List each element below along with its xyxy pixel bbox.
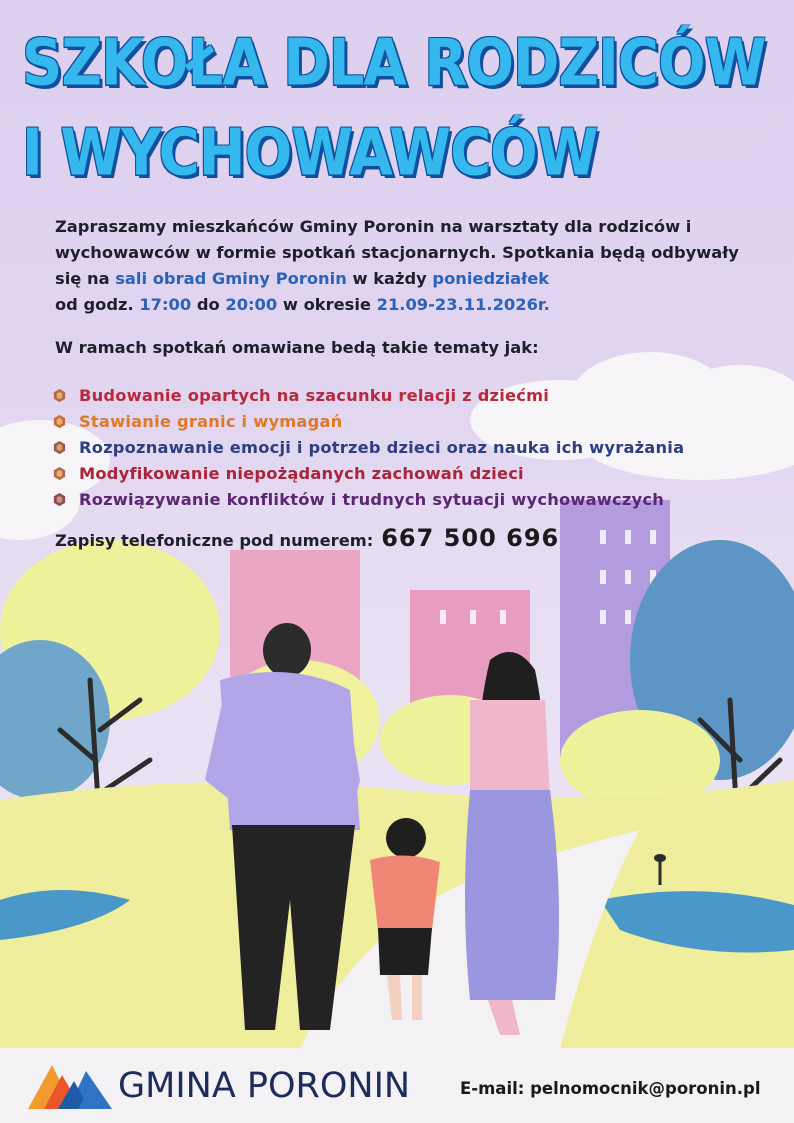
- topic-item: [52, 382, 684, 408]
- topic-label: Stawianie granic i wymagań: [79, 411, 343, 431]
- gmina-poronin-logo-icon: [28, 1057, 112, 1109]
- intro-text-4: do: [191, 295, 226, 314]
- topic-label: Rozwiązywanie konfliktów i trudnych sytuacji wychowawczych: [79, 489, 665, 509]
- intro-text-1: Zapraszamy mieszkańców Gminy Poronin na warsztaty dla rodziców i wychowawców w formie spotkań stacjonarnych. Spotkania będą odbywały się na: [55, 217, 739, 288]
- meeting-day: poniedziałek: [432, 269, 550, 288]
- poster-title-line2: I WYCHOWAWCÓW: [22, 116, 598, 191]
- meeting-period: 21.09-23.11.2026r.: [376, 295, 550, 314]
- meeting-place: sali obrad Gminy Poronin: [115, 269, 347, 288]
- intro-paragraph: [55, 214, 755, 318]
- topics-list: [52, 382, 684, 512]
- hexagon-bullet-icon: [52, 414, 67, 429]
- phone-label: Zapisy telefoniczne pod numerem:: [55, 531, 374, 550]
- time-to: 20:00: [225, 295, 278, 314]
- phone-number-link[interactable]: 667 500 696: [381, 524, 560, 552]
- contact-email-link[interactable]: E-mail: pelnomocnik@poronin.pl: [460, 1079, 761, 1098]
- registration-phone: [55, 524, 559, 552]
- topic-label: Budowanie opartych na szacunku relacji z dziećmi: [79, 385, 550, 405]
- topic-label: Modyfikowanie niepożądanych zachowań dzieci: [79, 463, 524, 483]
- intro-text-3: od godz.: [55, 295, 140, 314]
- topic-item: [52, 486, 684, 512]
- intro-text-2: w każdy: [346, 269, 433, 288]
- topic-label: Rozpoznawanie emocji i potrzeb dzieci oraz nauka ich wyrażania: [79, 437, 685, 457]
- hexagon-bullet-icon: [52, 388, 67, 403]
- mother-figure: [465, 652, 559, 1035]
- topic-item: [52, 408, 684, 434]
- topics-lead: W ramach spotkań omawiane bedą takie tematy jak:: [55, 338, 539, 357]
- time-from: 17:00: [139, 295, 192, 314]
- poster-title-line1: SZKOŁA DLA RODZICÓW: [22, 26, 766, 101]
- logo-text: GMINA PORONIN: [118, 1066, 411, 1106]
- hexagon-bullet-icon: [52, 492, 67, 507]
- hexagon-bullet-icon: [52, 466, 67, 481]
- topic-item: [52, 434, 684, 460]
- topic-item: [52, 460, 684, 486]
- intro-text-5: w okresie: [277, 295, 377, 314]
- hexagon-bullet-icon: [52, 440, 67, 455]
